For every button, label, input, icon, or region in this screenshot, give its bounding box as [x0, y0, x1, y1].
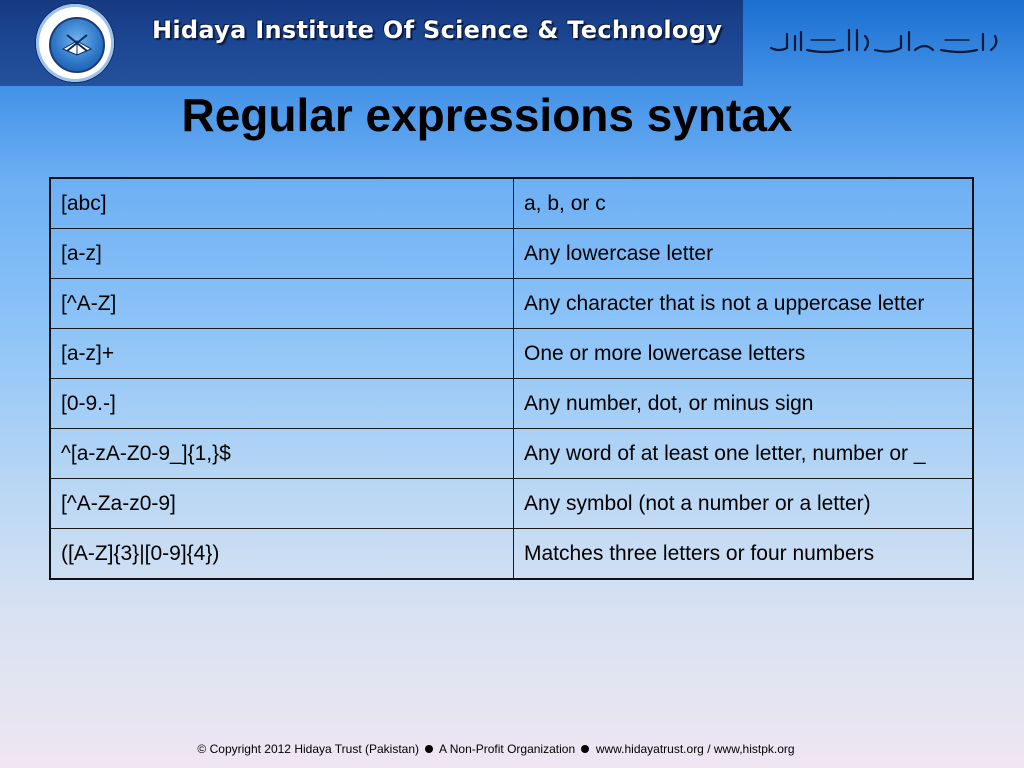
- logo-emblem: [49, 17, 105, 73]
- meaning-cell: Any word of at least one letter, number or _: [514, 429, 974, 479]
- table-row: [50, 429, 973, 479]
- table-row: [50, 229, 973, 279]
- pattern-cell: [a-z]+: [50, 329, 514, 379]
- regex-syntax-table: [49, 177, 974, 580]
- org-text: A Non-Profit Organization: [439, 742, 576, 756]
- pattern-cell: ^[a-zA-Z0-9_]{1,}$: [50, 429, 514, 479]
- header-band: [0, 0, 743, 86]
- pattern-cell: ([A-Z]{3}|[0-9]{4}): [50, 529, 514, 580]
- website-links[interactable]: www.hidayatrust.org / www,histpk.org: [595, 742, 795, 756]
- calligraphy-graphic: [765, 22, 1005, 62]
- table-row: [50, 279, 973, 329]
- table-row: [50, 529, 973, 580]
- meaning-cell: Any symbol (not a number or a letter): [514, 479, 974, 529]
- book-quill-icon: [59, 29, 95, 59]
- bullet-icon: [581, 745, 589, 753]
- pattern-cell: [^A-Z]: [50, 279, 514, 329]
- pattern-cell: [^A-Za-z0-9]: [50, 479, 514, 529]
- copyright-text: © Copyright 2012 Hidaya Trust (Pakistan): [197, 742, 420, 756]
- table-row: [50, 479, 973, 529]
- meaning-cell: Matches three letters or four numbers: [514, 529, 974, 580]
- meaning-cell: Any character that is not a uppercase letter: [514, 279, 974, 329]
- meaning-cell: a, b, or c: [514, 178, 974, 229]
- meaning-cell: One or more lowercase letters: [514, 329, 974, 379]
- bullet-icon: [425, 745, 433, 753]
- pattern-cell: [a-z]: [50, 229, 514, 279]
- bismillah-calligraphy: [765, 22, 1005, 62]
- pattern-cell: [abc]: [50, 178, 514, 229]
- pattern-cell: [0-9.-]: [50, 379, 514, 429]
- institute-logo: [36, 4, 114, 82]
- institute-name: Hidaya Institute Of Science & Technology: [152, 16, 723, 44]
- meaning-cell: Any lowercase letter: [514, 229, 974, 279]
- table-row: [50, 379, 973, 429]
- table-row: [50, 178, 973, 229]
- slide-title: Regular expressions syntax: [181, 89, 793, 141]
- meaning-cell: Any number, dot, or minus sign: [514, 379, 974, 429]
- table-row: [50, 329, 973, 379]
- footer: [0, 742, 992, 756]
